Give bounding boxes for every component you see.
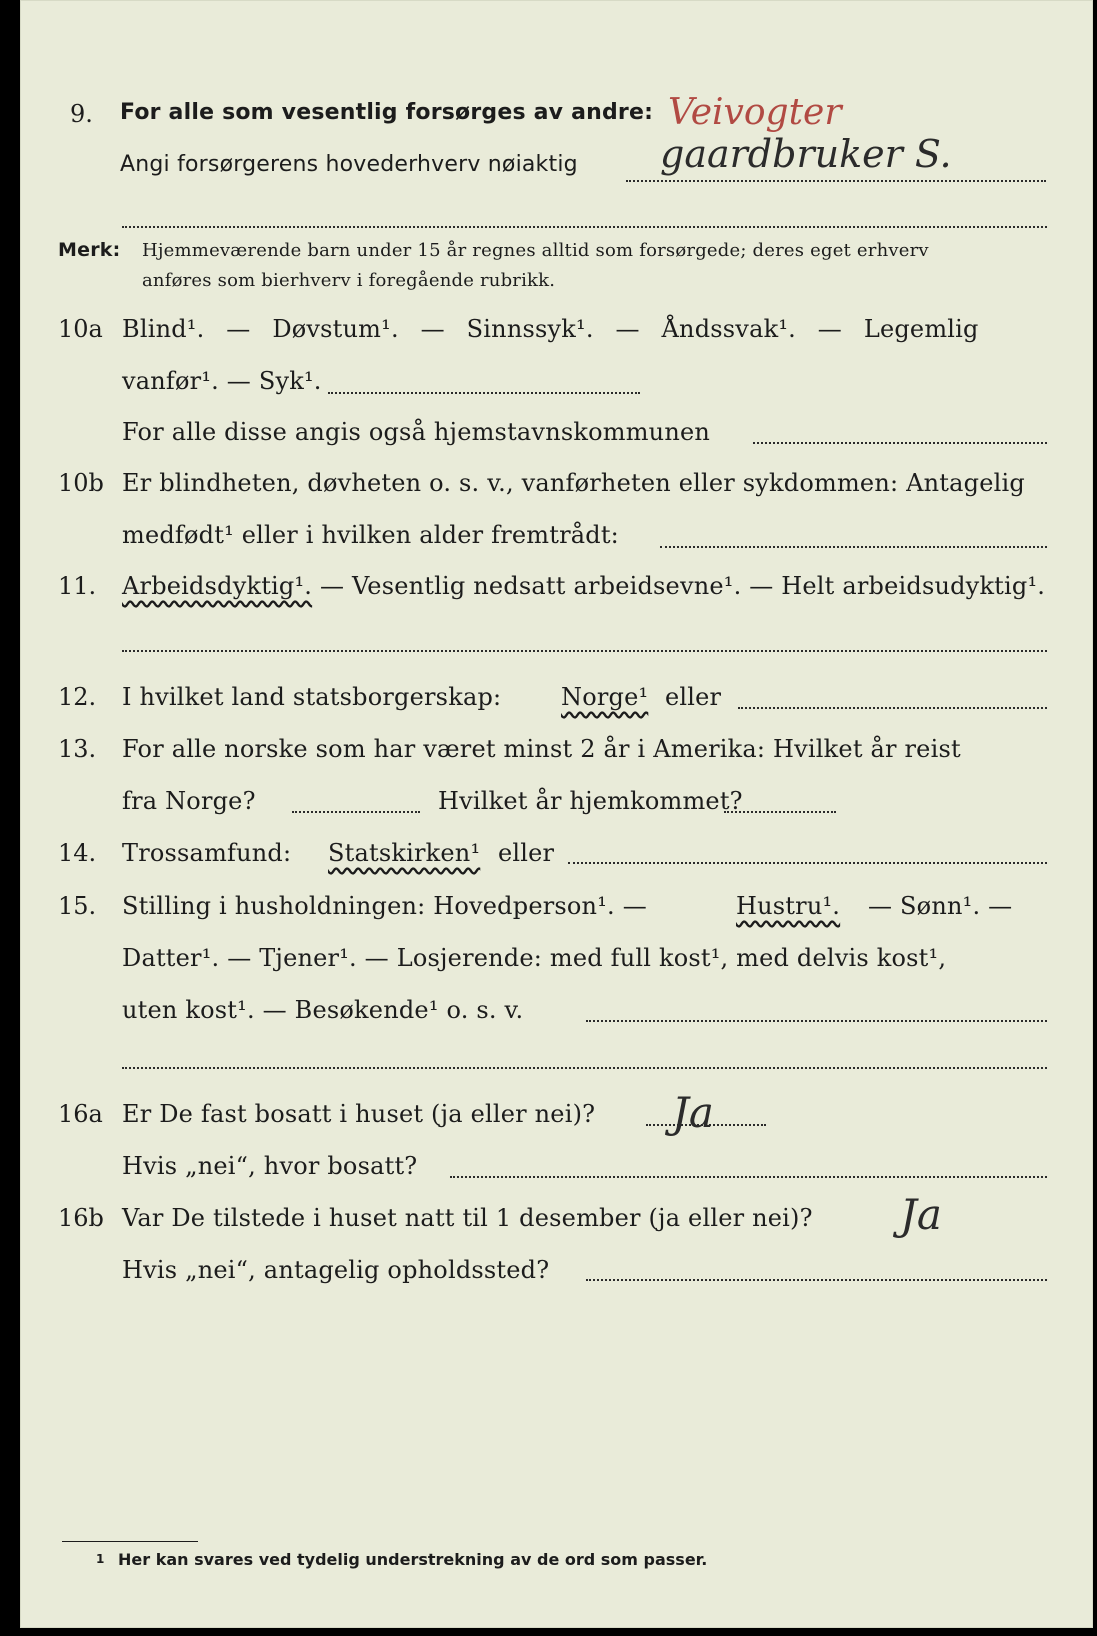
footnote-mark: 1 <box>96 1552 105 1566</box>
q14-number: 14. <box>58 839 97 867</box>
q15-line2: Datter¹. — Tjener¹. — Losjerende: med full kost¹, med delvis kost¹, <box>122 944 947 972</box>
q16b-followup-answer-line[interactable] <box>586 1279 1047 1281</box>
q9-provider-question: Angi forsørgerens hovederhverv nøiaktig <box>120 152 578 177</box>
q15-extra-line <box>122 1067 1047 1069</box>
q12-question: I hvilket land statsborgerskap: <box>122 683 502 711</box>
q12-eller: eller <box>665 683 722 711</box>
q16a-answer-handwritten[interactable]: Ja <box>672 1088 714 1137</box>
q15-line1a: Stilling i husholdningen: Hovedperson¹. — <box>122 892 647 920</box>
footnote-text: Her kan svares ved tydelig understrekning av de ord som passer. <box>118 1550 708 1569</box>
q16a-followup: Hvis „nei“, hvor bosatt? <box>122 1152 418 1180</box>
q13-reist-answer-line[interactable] <box>292 811 420 813</box>
q16b-question: Var De tilstede i huset natt til 1 desember (ja eller nei)? <box>122 1204 813 1232</box>
q11-options <box>122 572 1045 600</box>
q12-option-norge[interactable]: Norge¹ <box>561 683 649 711</box>
merk-text-line2: anføres som bierhverv i foregående rubrikk. <box>142 270 556 291</box>
q11-other-options: — Vesentlig nedsatt arbeidsevne¹. — Helt arbeidsudyktig¹. <box>312 572 1046 600</box>
q15-answer-line[interactable] <box>586 1020 1047 1022</box>
q10a-line2: vanfør¹. — Syk¹. <box>122 367 322 395</box>
q16a-question: Er De fast bosatt i huset (ja eller nei)? <box>122 1100 596 1128</box>
merk-text-line1: Hjemmeværende barn under 15 år regnes alltid som forsørgede; deres eget erhverv <box>142 240 929 261</box>
q14-question: Trossamfund: <box>122 839 292 867</box>
q16b-followup: Hvis „nei“, antagelig opholdssted? <box>122 1256 550 1284</box>
q15-line1c: — Sønn¹. — <box>868 892 1013 920</box>
q11-option-arbeidsdyktig[interactable]: Arbeidsdyktig¹. <box>122 572 313 600</box>
q13-hjemkommet-answer-line[interactable] <box>724 811 836 813</box>
q13-line2b: Hvilket år hjemkommet? <box>438 787 743 815</box>
q10b-line1: Er blindheten, døvheten o. s. v., vanførheten eller sykdommen: Antagelig <box>122 469 1025 497</box>
q9-provider-answer-line <box>626 180 1046 182</box>
q9-answer-handwritten[interactable]: Veivogter <box>668 92 842 133</box>
census-form-page <box>20 0 1093 1628</box>
q10b-line2: medfødt¹ eller i hvilken alder fremtrådt: <box>122 521 619 549</box>
q9-extra-line <box>122 226 1047 228</box>
q10b-number: 10b <box>58 469 104 497</box>
q12-number: 12. <box>58 683 97 711</box>
q16b-answer-handwritten[interactable]: Ja <box>900 1190 942 1239</box>
q10a-syk-answer-line[interactable] <box>328 392 640 394</box>
q16a-followup-answer-line[interactable] <box>450 1176 1047 1178</box>
q13-line2a: fra Norge? <box>122 787 256 815</box>
q11-number: 11. <box>58 572 97 600</box>
q16a-number: 16a <box>58 1100 103 1128</box>
q10a-hjemstavn-answer-line[interactable] <box>753 442 1047 444</box>
q10a-line1: Blind¹. — Døvstum¹. — Sinnssyk¹. — Åndssvak¹. — Legemlig <box>122 315 979 343</box>
q9-question: For alle som vesentlig forsørges av andre: <box>120 100 654 125</box>
q16b-number: 16b <box>58 1204 104 1232</box>
q9-provider-answer-handwritten[interactable]: gaardbruker S. <box>660 132 952 176</box>
q11-extra-line <box>122 650 1047 652</box>
q10a-line3: For alle disse angis også hjemstavnskommunen <box>122 418 711 446</box>
q12-answer-line[interactable] <box>738 707 1047 709</box>
q9-number: 9. <box>70 100 93 128</box>
q13-number: 13. <box>58 735 97 763</box>
q15-number: 15. <box>58 892 97 920</box>
merk-label: Merk: <box>58 239 121 261</box>
q10a-number: 10a <box>58 315 103 343</box>
footnote-rule <box>62 1541 198 1542</box>
q13-line1: For alle norske som har været minst 2 år i Amerika: Hvilket år reist <box>122 735 961 763</box>
q15-line3: uten kost¹. — Besøkende¹ o. s. v. <box>122 996 524 1024</box>
q15-option-hustru[interactable]: Hustru¹. <box>736 892 841 920</box>
q14-answer-line[interactable] <box>568 862 1047 864</box>
q14-option-statskirken[interactable]: Statskirken¹ <box>328 839 481 867</box>
q14-eller: eller <box>498 839 555 867</box>
q10b-answer-line[interactable] <box>660 546 1047 548</box>
